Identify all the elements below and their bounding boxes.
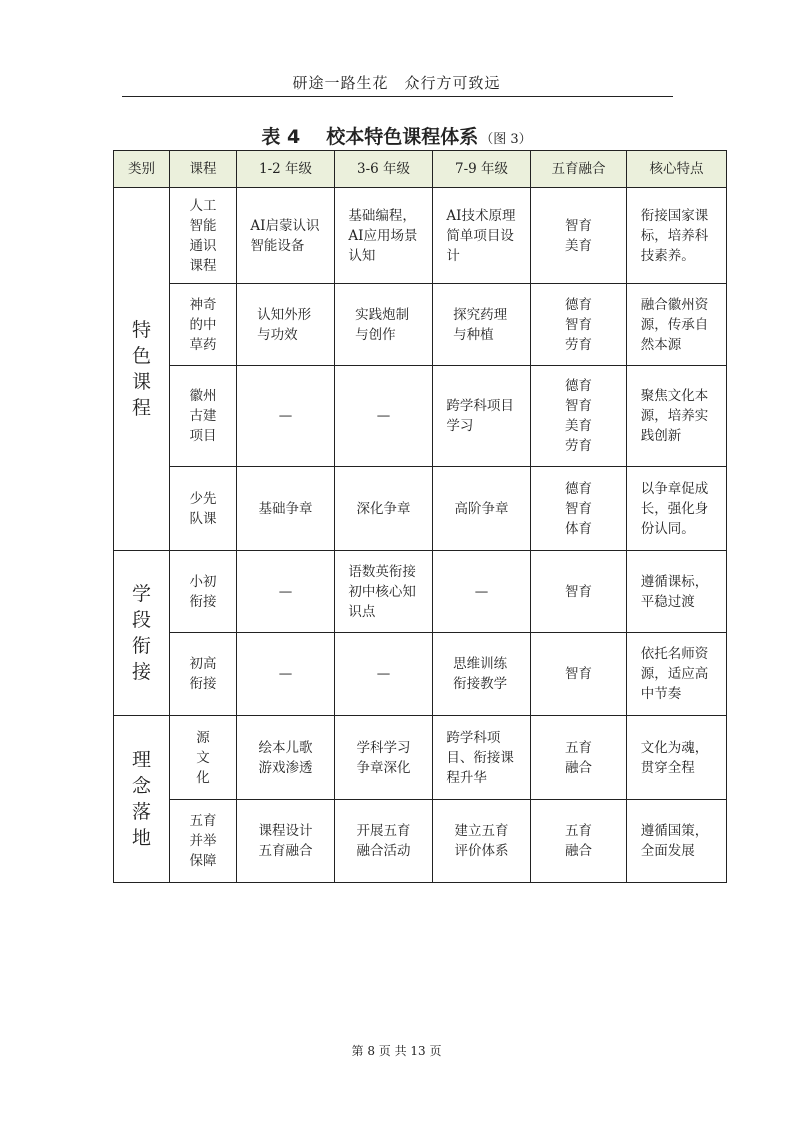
page-footer: 第 8 页 共 13 页 xyxy=(351,1044,442,1058)
grade-3-6-cell: — xyxy=(376,408,391,424)
course-cell: 小初衔接 xyxy=(189,573,217,610)
course-cell: 源文化 xyxy=(196,729,210,786)
core-feature-cell: 聚焦文化本源，培养实践创新 xyxy=(640,388,709,444)
grade-1-2-cell: — xyxy=(278,408,293,424)
grade-3-6-cell: 实践炮制与创作 xyxy=(355,306,410,343)
table-row xyxy=(114,800,727,883)
grade-7-9-cell: 跨学科项目学习 xyxy=(446,398,514,434)
curriculum-table xyxy=(113,150,727,883)
header-grade-3-6: 3-6 年级 xyxy=(335,151,433,188)
five-education-cell: 五育融合 xyxy=(565,823,592,859)
header-row xyxy=(114,151,727,188)
category-cell: 特色课程 xyxy=(114,188,170,551)
core-feature-cell: 文化为魂，贯穿全程 xyxy=(640,739,709,776)
grade-7-9-cell: 跨学科项目、衔接课程升华 xyxy=(446,729,514,786)
grade-1-2-cell: 认知外形与功效 xyxy=(257,306,312,343)
table-row xyxy=(114,188,727,284)
table-name: 校本特色课程体系 xyxy=(326,126,479,148)
course-cell: 神奇的中草药 xyxy=(189,296,217,353)
course-cell: 初高衔接 xyxy=(189,656,217,692)
course-cell: 徽州古建项目 xyxy=(189,388,217,444)
five-education-cell: 德育智育劳育 xyxy=(565,296,592,353)
table-row xyxy=(114,716,727,800)
table-title xyxy=(0,122,793,149)
grade-7-9-cell: 探究药理与种植 xyxy=(453,306,508,343)
grade-1-2-cell: 课程设计五育融合 xyxy=(258,823,313,859)
grade-3-6-cell: 语数英衔接初中核心知识点 xyxy=(348,563,416,620)
grade-1-2-cell: 绘本儿歌游戏渗透 xyxy=(258,739,313,776)
header-grade-1-2: 1-2 年级 xyxy=(237,151,335,188)
core-feature-cell: 以争章促成长，强化身份认同。 xyxy=(640,480,709,537)
header-core-feature: 核心特点 xyxy=(627,151,727,188)
core-feature-cell: 遵循国策，全面发展 xyxy=(640,823,709,859)
header-rule xyxy=(122,96,673,97)
course-cell: 少先队课 xyxy=(189,490,217,527)
header-five-education: 五育融合 xyxy=(531,151,627,188)
grade-7-9-cell: 思维训练衔接教学 xyxy=(453,656,508,692)
five-education-cell: 智育 xyxy=(565,583,592,600)
core-feature-cell: 衔接国家课标，培养科技素养。 xyxy=(640,207,709,264)
grade-1-2-cell: — xyxy=(278,583,293,600)
table-row xyxy=(114,366,727,467)
grade-3-6-cell: 学科学习争章深化 xyxy=(356,739,411,776)
grade-3-6-cell: — xyxy=(376,666,391,682)
table-row xyxy=(114,551,727,633)
grade-1-2-cell: 基础争章 xyxy=(258,500,313,517)
core-feature-cell: 依托名师资源，适应高中节奏 xyxy=(640,646,709,702)
grade-7-9-cell: AI技术原理简单项目设计 xyxy=(446,207,516,264)
grade-3-6-cell: 开展五育融合活动 xyxy=(356,823,411,859)
grade-3-6-cell: 深化争章 xyxy=(356,500,411,517)
table-note: （图 3） xyxy=(480,132,532,147)
grade-3-6-cell: 基础编程，AI应用场景认知 xyxy=(348,207,418,264)
grade-7-9-cell: 建立五育评价体系 xyxy=(454,823,509,859)
grade-7-9-cell: 高阶争章 xyxy=(454,500,509,517)
table-row xyxy=(114,633,727,716)
five-education-cell: 五育融合 xyxy=(565,739,592,776)
table-number: 表 4 xyxy=(261,126,301,148)
grade-7-9-cell: — xyxy=(474,583,489,600)
five-education-cell: 智育美育 xyxy=(565,217,592,254)
grade-1-2-cell: AI启蒙认识智能设备 xyxy=(250,217,320,254)
course-cell: 五育并举保障 xyxy=(189,813,217,869)
course-cell: 人工智能通识课程 xyxy=(189,197,217,274)
header-course: 课程 xyxy=(170,151,237,188)
core-feature-cell: 融合徽州资源，传承自然本源 xyxy=(640,296,709,353)
category-cell: 学段衔接 xyxy=(114,551,170,716)
page-header: 研途一路生花 众行方可致远 xyxy=(292,74,501,92)
grade-1-2-cell: — xyxy=(278,666,293,682)
header-grade-7-9: 7-9 年级 xyxy=(433,151,531,188)
table-row xyxy=(114,467,727,551)
five-education-cell: 智育 xyxy=(565,666,592,682)
five-education-cell: 德育智育美育劳育 xyxy=(565,378,592,454)
core-feature-cell: 遵循课标，平稳过渡 xyxy=(640,573,709,610)
five-education-cell: 德育智育体育 xyxy=(565,480,592,537)
header-category: 类别 xyxy=(114,151,170,188)
table-row xyxy=(114,284,727,366)
category-cell: 理念落地 xyxy=(114,716,170,883)
